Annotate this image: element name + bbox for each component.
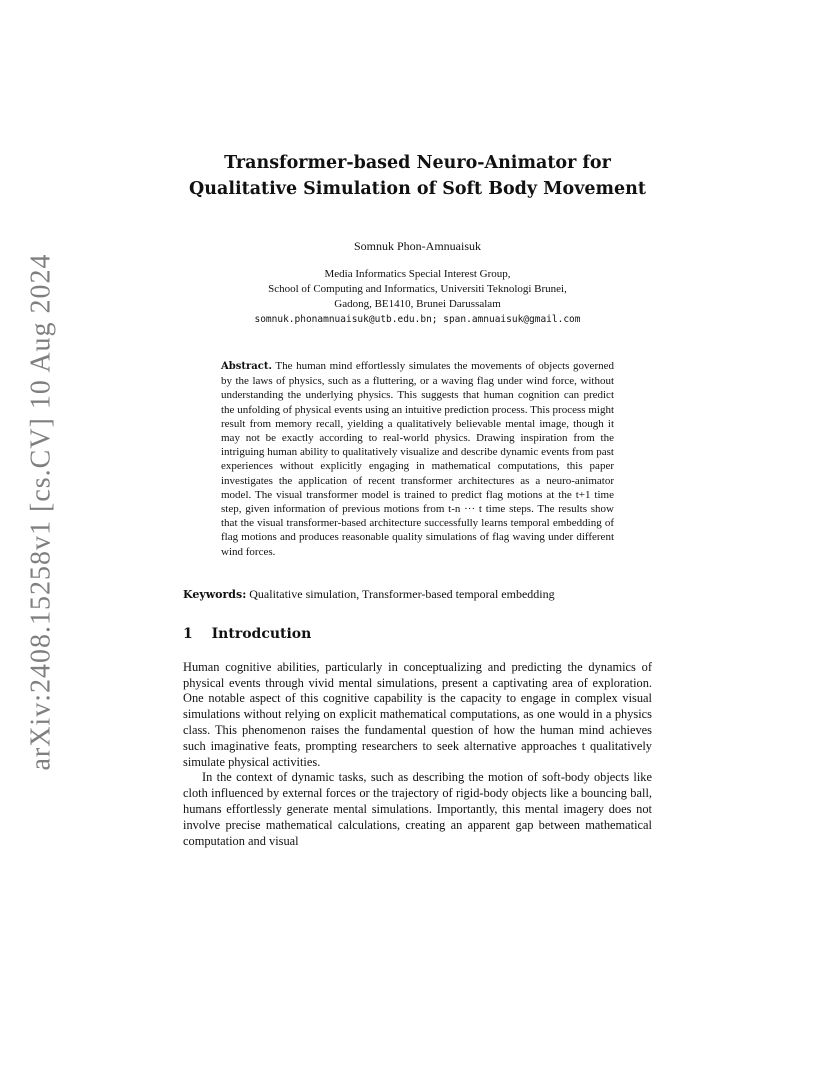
keywords-text: Qualitative simulation, Transformer-based temporal embedding [249,586,555,601]
section-heading [183,626,652,642]
paper-title [183,150,652,202]
affiliation-block [183,267,652,327]
affiliation-line: Media Informatics Special Interest Group, [324,268,511,280]
body-paragraph: In the context of dynamic tasks, such as describing the motion of soft-body objects like cloth influenced by external forces or the trajectory of rigid-body objects like a bouncing ball, humans effortlessly generate mental simulations. Importantly, this mental imagery does not involve precise mathematical calculations, creating an apparent gap between mathematical computation and visual [183,770,652,848]
paper-page [183,150,652,849]
body-paragraph: Human cognitive abilities, particularly in conceptualizing and predicting the dynamics of physical events through vivid mental simulations, present a captivating area of exploration. One notable aspect of this cognitive capability is the capacity to engage in complex visual simulations without relying on explicit mathematical computations, as one would in a physics class. This phenomenon raises the fundamental question of how the human mind achieves such imaginative feats, prompting researchers to seek alternative approaches t qualitatively simulate physical activities. [183,659,652,769]
keywords-line [183,587,652,602]
section-number: 1 [183,625,193,642]
abstract-text: The human mind effortlessly simulates the movements of objects governed by the laws of physics, such as a fluttering, or a waving flag under wind force, without understanding the underlying physics. This suggests that human cognition can predict the unfolding of physical events using an intuitive prediction process. This process might result from memory recall, yielding a qualitatively believable mental image, though it may not be exactly according to real-world physics. Drawing inspiration from the intriguing human ability to qualitatively visualize and describe dynamic events from past experiences without explicitly engaging in mathematical computations, this paper investigates the application of recent transformer architectures as a neuro-animator model. The visual transformer model is trained to predict flag motions at the t+1 time step, given information of previous motions from t-n ··· t time steps. The results show that the visual transformer-based architecture successfully learns temporal embedding of flag motions and produces reasonable quality simulations of flag waving under different wind forces. [221,360,614,558]
author-emails: somnuk.phonamnuaisuk@utb.edu.bn; span.amnuaisuk@gmail.com [254,314,581,325]
title-line-2: Qualitative Simulation of Soft Body Movement [189,179,646,199]
arxiv-sidebar [14,252,70,772]
abstract-section [221,359,614,559]
author-name: Somnuk Phon-Amnuaisuk [353,239,481,253]
section-title: Introdcution [211,625,312,642]
arxiv-identifier: arXiv:2408.15258v1 [cs.CV] 10 Aug 2024 [26,253,58,771]
keywords-label: Keywords: [183,587,247,601]
section-body [183,660,652,850]
affiliation-line: School of Computing and Informatics, Universiti Teknologi Brunei, [268,283,567,295]
abstract-label: Abstract. [221,361,272,372]
affiliation-line: Gadong, BE1410, Brunei Darussalam [334,298,501,310]
title-line-1: Transformer-based Neuro-Animator for [224,153,611,173]
